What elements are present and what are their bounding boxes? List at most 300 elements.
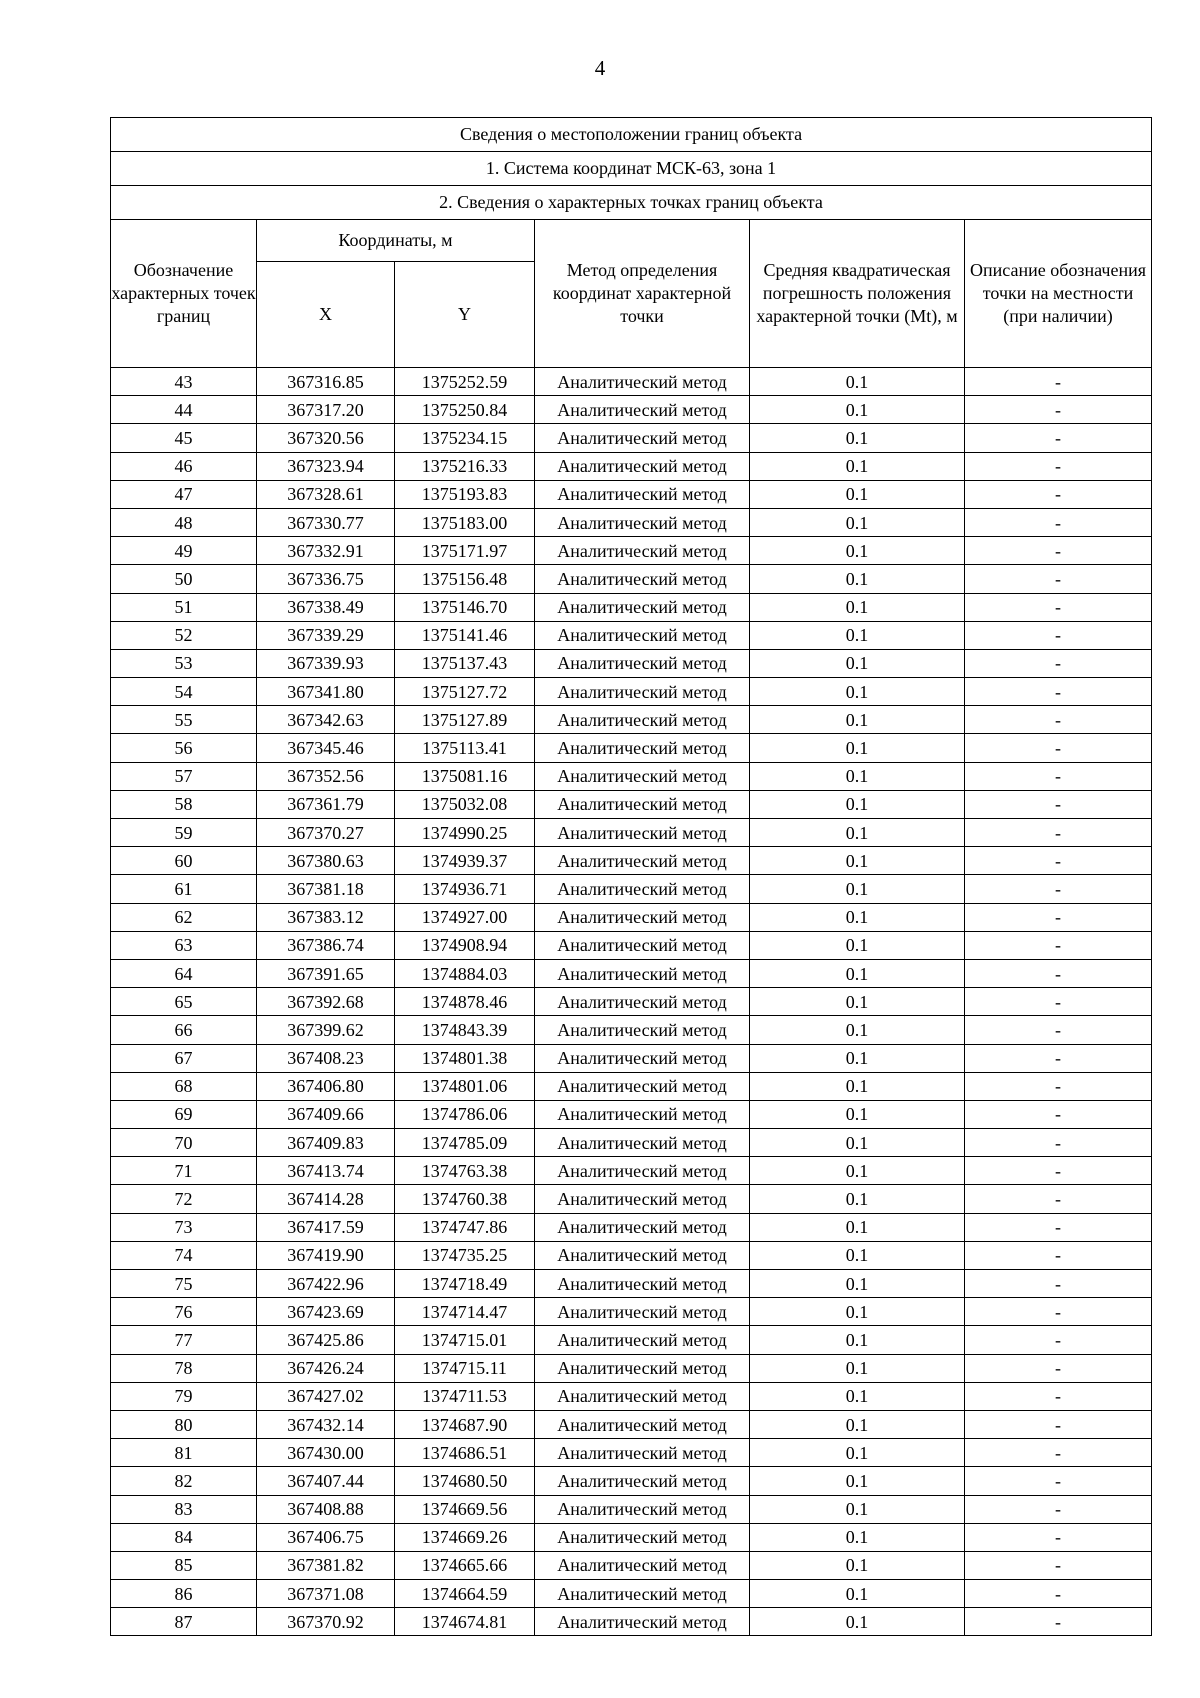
- method-cell: Аналитический метод: [535, 1072, 750, 1100]
- mt-cell: 0.1: [750, 903, 965, 931]
- mt-cell: 0.1: [750, 1072, 965, 1100]
- point-cell: 79: [111, 1382, 257, 1410]
- description-cell: -: [965, 903, 1152, 931]
- table-row: [111, 1354, 1152, 1382]
- y-cell: 1375250.84: [395, 396, 535, 424]
- x-cell: 367399.62: [257, 1016, 395, 1044]
- point-cell: 78: [111, 1354, 257, 1382]
- x-cell: 367409.66: [257, 1100, 395, 1128]
- description-cell: -: [965, 368, 1152, 396]
- method-cell: Аналитический метод: [535, 424, 750, 452]
- description-cell: -: [965, 1016, 1152, 1044]
- point-cell: 69: [111, 1100, 257, 1128]
- x-cell: 367408.23: [257, 1044, 395, 1072]
- x-cell: 367414.28: [257, 1185, 395, 1213]
- points-section-title: 2. Сведения о характерных точках границ объекта: [111, 186, 1152, 220]
- point-cell: 67: [111, 1044, 257, 1072]
- table-row: [111, 565, 1152, 593]
- mt-cell: 0.1: [750, 790, 965, 818]
- y-cell: 1374715.11: [395, 1354, 535, 1382]
- mt-cell: 0.1: [750, 452, 965, 480]
- y-cell: 1374687.90: [395, 1410, 535, 1438]
- method-cell: Аналитический метод: [535, 621, 750, 649]
- table-body: [111, 368, 1152, 1636]
- y-cell: 1374801.38: [395, 1044, 535, 1072]
- method-cell: Аналитический метод: [535, 1580, 750, 1608]
- description-cell: -: [965, 1523, 1152, 1551]
- y-cell: 1374714.47: [395, 1298, 535, 1326]
- table-row: [111, 1298, 1152, 1326]
- point-cell: 66: [111, 1016, 257, 1044]
- mt-cell: 0.1: [750, 1100, 965, 1128]
- point-cell: 71: [111, 1157, 257, 1185]
- method-cell: Аналитический метод: [535, 1298, 750, 1326]
- y-cell: 1374936.71: [395, 875, 535, 903]
- point-cell: 68: [111, 1072, 257, 1100]
- header-point-designation: Обозначение характерных точек границ: [111, 220, 257, 368]
- table-row: [111, 790, 1152, 818]
- method-cell: Аналитический метод: [535, 1100, 750, 1128]
- point-cell: 47: [111, 480, 257, 508]
- method-cell: Аналитический метод: [535, 1326, 750, 1354]
- page-number: 4: [594, 56, 606, 80]
- point-cell: 81: [111, 1439, 257, 1467]
- mt-cell: 0.1: [750, 1270, 965, 1298]
- point-cell: 70: [111, 1129, 257, 1157]
- x-cell: 367419.90: [257, 1241, 395, 1269]
- table-title: Сведения о местоположении границ объекта: [111, 118, 1152, 152]
- method-cell: Аналитический метод: [535, 1241, 750, 1269]
- table-row: [111, 480, 1152, 508]
- point-cell: 74: [111, 1241, 257, 1269]
- description-cell: -: [965, 706, 1152, 734]
- table-row: [111, 593, 1152, 621]
- method-cell: Аналитический метод: [535, 1270, 750, 1298]
- method-cell: Аналитический метод: [535, 1213, 750, 1241]
- x-cell: 367423.69: [257, 1298, 395, 1326]
- y-cell: 1374747.86: [395, 1213, 535, 1241]
- mt-cell: 0.1: [750, 508, 965, 536]
- mt-cell: 0.1: [750, 819, 965, 847]
- description-cell: -: [965, 762, 1152, 790]
- table-row: [111, 875, 1152, 903]
- x-cell: 367422.96: [257, 1270, 395, 1298]
- table-row: [111, 1467, 1152, 1495]
- mt-cell: 0.1: [750, 424, 965, 452]
- y-cell: 1375171.97: [395, 537, 535, 565]
- table-row: [111, 396, 1152, 424]
- x-cell: 367345.46: [257, 734, 395, 762]
- description-cell: -: [965, 1298, 1152, 1326]
- header-method: Метод определения координат характерной точки: [535, 220, 750, 368]
- description-cell: -: [965, 537, 1152, 565]
- y-cell: 1374843.39: [395, 1016, 535, 1044]
- point-cell: 75: [111, 1270, 257, 1298]
- description-cell: -: [965, 1382, 1152, 1410]
- method-cell: Аналитический метод: [535, 790, 750, 818]
- method-cell: Аналитический метод: [535, 678, 750, 706]
- description-cell: -: [965, 1157, 1152, 1185]
- x-cell: 367425.86: [257, 1326, 395, 1354]
- description-cell: -: [965, 931, 1152, 959]
- method-cell: Аналитический метод: [535, 1016, 750, 1044]
- description-cell: -: [965, 1580, 1152, 1608]
- y-cell: 1374664.59: [395, 1580, 535, 1608]
- y-cell: 1375193.83: [395, 480, 535, 508]
- description-cell: -: [965, 1410, 1152, 1438]
- table-row: [111, 1072, 1152, 1100]
- description-cell: -: [965, 1551, 1152, 1579]
- x-cell: 367339.93: [257, 649, 395, 677]
- x-cell: 367371.08: [257, 1580, 395, 1608]
- point-cell: 43: [111, 368, 257, 396]
- table-row: [111, 1213, 1152, 1241]
- table-row: [111, 819, 1152, 847]
- table-row: [111, 452, 1152, 480]
- x-cell: 367370.27: [257, 819, 395, 847]
- x-cell: 367338.49: [257, 593, 395, 621]
- method-cell: Аналитический метод: [535, 396, 750, 424]
- header-coordinates: Координаты, м: [257, 220, 535, 262]
- point-cell: 86: [111, 1580, 257, 1608]
- x-cell: 367380.63: [257, 847, 395, 875]
- x-cell: 367406.75: [257, 1523, 395, 1551]
- point-cell: 65: [111, 988, 257, 1016]
- x-cell: 367391.65: [257, 959, 395, 987]
- description-cell: -: [965, 819, 1152, 847]
- x-cell: 367407.44: [257, 1467, 395, 1495]
- description-cell: -: [965, 1213, 1152, 1241]
- mt-cell: 0.1: [750, 396, 965, 424]
- x-cell: 367330.77: [257, 508, 395, 536]
- table-row: [111, 1270, 1152, 1298]
- method-cell: Аналитический метод: [535, 903, 750, 931]
- description-cell: -: [965, 1354, 1152, 1382]
- x-cell: 367413.74: [257, 1157, 395, 1185]
- mt-cell: 0.1: [750, 1467, 965, 1495]
- mt-cell: 0.1: [750, 1129, 965, 1157]
- mt-cell: 0.1: [750, 1439, 965, 1467]
- mt-cell: 0.1: [750, 678, 965, 706]
- description-cell: -: [965, 1129, 1152, 1157]
- point-cell: 76: [111, 1298, 257, 1326]
- table-row: [111, 762, 1152, 790]
- method-cell: Аналитический метод: [535, 988, 750, 1016]
- mt-cell: 0.1: [750, 875, 965, 903]
- table-row: [111, 424, 1152, 452]
- mt-cell: 0.1: [750, 1410, 965, 1438]
- y-cell: 1374715.01: [395, 1326, 535, 1354]
- table-row: [111, 847, 1152, 875]
- y-cell: 1375234.15: [395, 424, 535, 452]
- mt-cell: 0.1: [750, 537, 965, 565]
- x-cell: 367432.14: [257, 1410, 395, 1438]
- method-cell: Аналитический метод: [535, 931, 750, 959]
- y-cell: 1374760.38: [395, 1185, 535, 1213]
- method-cell: Аналитический метод: [535, 593, 750, 621]
- header-description: Описание обозначения точки на местности (при наличии): [965, 220, 1152, 368]
- method-cell: Аналитический метод: [535, 1129, 750, 1157]
- point-cell: 61: [111, 875, 257, 903]
- y-cell: 1375113.41: [395, 734, 535, 762]
- mt-cell: 0.1: [750, 1580, 965, 1608]
- mt-cell: 0.1: [750, 621, 965, 649]
- header-y: Y: [395, 262, 535, 368]
- y-cell: 1374927.00: [395, 903, 535, 931]
- mt-cell: 0.1: [750, 480, 965, 508]
- y-cell: 1374786.06: [395, 1100, 535, 1128]
- header-x: X: [257, 262, 395, 368]
- x-cell: 367341.80: [257, 678, 395, 706]
- method-cell: Аналитический метод: [535, 368, 750, 396]
- description-cell: -: [965, 1439, 1152, 1467]
- y-cell: 1374939.37: [395, 847, 535, 875]
- y-cell: 1374718.49: [395, 1270, 535, 1298]
- point-cell: 63: [111, 931, 257, 959]
- table-row: [111, 988, 1152, 1016]
- x-cell: 367332.91: [257, 537, 395, 565]
- x-cell: 367323.94: [257, 452, 395, 480]
- x-cell: 367392.68: [257, 988, 395, 1016]
- method-cell: Аналитический метод: [535, 734, 750, 762]
- description-cell: -: [965, 396, 1152, 424]
- description-cell: -: [965, 1467, 1152, 1495]
- mt-cell: 0.1: [750, 649, 965, 677]
- y-cell: 1375216.33: [395, 452, 535, 480]
- table-row: [111, 1044, 1152, 1072]
- description-cell: -: [965, 790, 1152, 818]
- mt-cell: 0.1: [750, 1523, 965, 1551]
- method-cell: Аналитический метод: [535, 1157, 750, 1185]
- mt-cell: 0.1: [750, 1016, 965, 1044]
- table-row: [111, 1608, 1152, 1636]
- x-cell: 367328.61: [257, 480, 395, 508]
- method-cell: Аналитический метод: [535, 1410, 750, 1438]
- table-row: [111, 649, 1152, 677]
- description-cell: -: [965, 678, 1152, 706]
- table-row: [111, 1100, 1152, 1128]
- x-cell: 367381.18: [257, 875, 395, 903]
- point-cell: 51: [111, 593, 257, 621]
- point-cell: 59: [111, 819, 257, 847]
- x-cell: 367370.92: [257, 1608, 395, 1636]
- method-cell: Аналитический метод: [535, 649, 750, 677]
- boundary-points-table: [110, 117, 1152, 1636]
- y-cell: 1375156.48: [395, 565, 535, 593]
- point-cell: 44: [111, 396, 257, 424]
- table-row: [111, 1439, 1152, 1467]
- table-row: [111, 1157, 1152, 1185]
- method-cell: Аналитический метод: [535, 959, 750, 987]
- y-cell: 1374801.06: [395, 1072, 535, 1100]
- mt-cell: 0.1: [750, 593, 965, 621]
- description-cell: -: [965, 1185, 1152, 1213]
- table-row: [111, 931, 1152, 959]
- mt-cell: 0.1: [750, 1298, 965, 1326]
- y-cell: 1374878.46: [395, 988, 535, 1016]
- point-cell: 60: [111, 847, 257, 875]
- point-cell: 58: [111, 790, 257, 818]
- method-cell: Аналитический метод: [535, 1439, 750, 1467]
- table-row: [111, 1551, 1152, 1579]
- x-cell: 367430.00: [257, 1439, 395, 1467]
- y-cell: 1374680.50: [395, 1467, 535, 1495]
- description-cell: -: [965, 480, 1152, 508]
- mt-cell: 0.1: [750, 988, 965, 1016]
- description-cell: -: [965, 621, 1152, 649]
- table-row: [111, 706, 1152, 734]
- point-cell: 80: [111, 1410, 257, 1438]
- table-row: [111, 1129, 1152, 1157]
- x-cell: 367352.56: [257, 762, 395, 790]
- mt-cell: 0.1: [750, 565, 965, 593]
- method-cell: Аналитический метод: [535, 847, 750, 875]
- y-cell: 1374785.09: [395, 1129, 535, 1157]
- method-cell: Аналитический метод: [535, 1467, 750, 1495]
- y-cell: 1374735.25: [395, 1241, 535, 1269]
- x-cell: 367361.79: [257, 790, 395, 818]
- mt-cell: 0.1: [750, 1044, 965, 1072]
- description-cell: -: [965, 565, 1152, 593]
- point-cell: 56: [111, 734, 257, 762]
- point-cell: 64: [111, 959, 257, 987]
- table-row: [111, 1495, 1152, 1523]
- method-cell: Аналитический метод: [535, 706, 750, 734]
- table-row: [111, 368, 1152, 396]
- method-cell: Аналитический метод: [535, 1551, 750, 1579]
- mt-cell: 0.1: [750, 959, 965, 987]
- x-cell: 367381.82: [257, 1551, 395, 1579]
- header-mean-square-error: Средняя квадратическая погрешность положения характерной точки (Mt), м: [750, 220, 965, 368]
- method-cell: Аналитический метод: [535, 762, 750, 790]
- x-cell: 367339.29: [257, 621, 395, 649]
- mt-cell: 0.1: [750, 1185, 965, 1213]
- point-cell: 85: [111, 1551, 257, 1579]
- description-cell: -: [965, 1326, 1152, 1354]
- y-cell: 1374884.03: [395, 959, 535, 987]
- mt-cell: 0.1: [750, 931, 965, 959]
- x-cell: 367316.85: [257, 368, 395, 396]
- y-cell: 1374908.94: [395, 931, 535, 959]
- description-cell: -: [965, 649, 1152, 677]
- y-cell: 1375127.72: [395, 678, 535, 706]
- mt-cell: 0.1: [750, 706, 965, 734]
- method-cell: Аналитический метод: [535, 565, 750, 593]
- mt-cell: 0.1: [750, 1354, 965, 1382]
- y-cell: 1374669.26: [395, 1523, 535, 1551]
- y-cell: 1375081.16: [395, 762, 535, 790]
- table-row: [111, 1326, 1152, 1354]
- method-cell: Аналитический метод: [535, 537, 750, 565]
- y-cell: 1375127.89: [395, 706, 535, 734]
- x-cell: 367408.88: [257, 1495, 395, 1523]
- point-cell: 73: [111, 1213, 257, 1241]
- point-cell: 50: [111, 565, 257, 593]
- table-row: [111, 1185, 1152, 1213]
- method-cell: Аналитический метод: [535, 1523, 750, 1551]
- point-cell: 83: [111, 1495, 257, 1523]
- y-cell: 1374763.38: [395, 1157, 535, 1185]
- table-row: [111, 1523, 1152, 1551]
- y-cell: 1374669.56: [395, 1495, 535, 1523]
- point-cell: 45: [111, 424, 257, 452]
- table-row: [111, 508, 1152, 536]
- table-row: [111, 537, 1152, 565]
- point-cell: 84: [111, 1523, 257, 1551]
- description-cell: -: [965, 1044, 1152, 1072]
- method-cell: Аналитический метод: [535, 819, 750, 847]
- table-row: [111, 1016, 1152, 1044]
- point-cell: 72: [111, 1185, 257, 1213]
- table-row: [111, 621, 1152, 649]
- y-cell: 1375032.08: [395, 790, 535, 818]
- x-cell: 367417.59: [257, 1213, 395, 1241]
- description-cell: -: [965, 424, 1152, 452]
- method-cell: Аналитический метод: [535, 1044, 750, 1072]
- y-cell: 1374674.81: [395, 1608, 535, 1636]
- point-cell: 46: [111, 452, 257, 480]
- point-cell: 87: [111, 1608, 257, 1636]
- point-cell: 52: [111, 621, 257, 649]
- description-cell: -: [965, 847, 1152, 875]
- mt-cell: 0.1: [750, 368, 965, 396]
- method-cell: Аналитический метод: [535, 480, 750, 508]
- table-row: [111, 1580, 1152, 1608]
- method-cell: Аналитический метод: [535, 875, 750, 903]
- x-cell: 367317.20: [257, 396, 395, 424]
- table-row: [111, 903, 1152, 931]
- method-cell: Аналитический метод: [535, 452, 750, 480]
- table-row: [111, 1410, 1152, 1438]
- description-cell: -: [965, 1072, 1152, 1100]
- description-cell: -: [965, 1100, 1152, 1128]
- mt-cell: 0.1: [750, 1213, 965, 1241]
- description-cell: -: [965, 1270, 1152, 1298]
- mt-cell: 0.1: [750, 1608, 965, 1636]
- description-cell: -: [965, 1495, 1152, 1523]
- description-cell: -: [965, 593, 1152, 621]
- mt-cell: 0.1: [750, 1326, 965, 1354]
- description-cell: -: [965, 875, 1152, 903]
- x-cell: 367406.80: [257, 1072, 395, 1100]
- mt-cell: 0.1: [750, 762, 965, 790]
- point-cell: 54: [111, 678, 257, 706]
- point-cell: 77: [111, 1326, 257, 1354]
- x-cell: 367426.24: [257, 1354, 395, 1382]
- x-cell: 367336.75: [257, 565, 395, 593]
- description-cell: -: [965, 1608, 1152, 1636]
- point-cell: 49: [111, 537, 257, 565]
- point-cell: 82: [111, 1467, 257, 1495]
- x-cell: 367320.56: [257, 424, 395, 452]
- mt-cell: 0.1: [750, 1551, 965, 1579]
- x-cell: 367427.02: [257, 1382, 395, 1410]
- table-row: [111, 1382, 1152, 1410]
- mt-cell: 0.1: [750, 734, 965, 762]
- x-cell: 367342.63: [257, 706, 395, 734]
- description-cell: -: [965, 1241, 1152, 1269]
- y-cell: 1375146.70: [395, 593, 535, 621]
- method-cell: Аналитический метод: [535, 1382, 750, 1410]
- y-cell: 1375252.59: [395, 368, 535, 396]
- method-cell: Аналитический метод: [535, 1495, 750, 1523]
- mt-cell: 0.1: [750, 847, 965, 875]
- mt-cell: 0.1: [750, 1157, 965, 1185]
- point-cell: 48: [111, 508, 257, 536]
- method-cell: Аналитический метод: [535, 1354, 750, 1382]
- table-row: [111, 959, 1152, 987]
- y-cell: 1374686.51: [395, 1439, 535, 1467]
